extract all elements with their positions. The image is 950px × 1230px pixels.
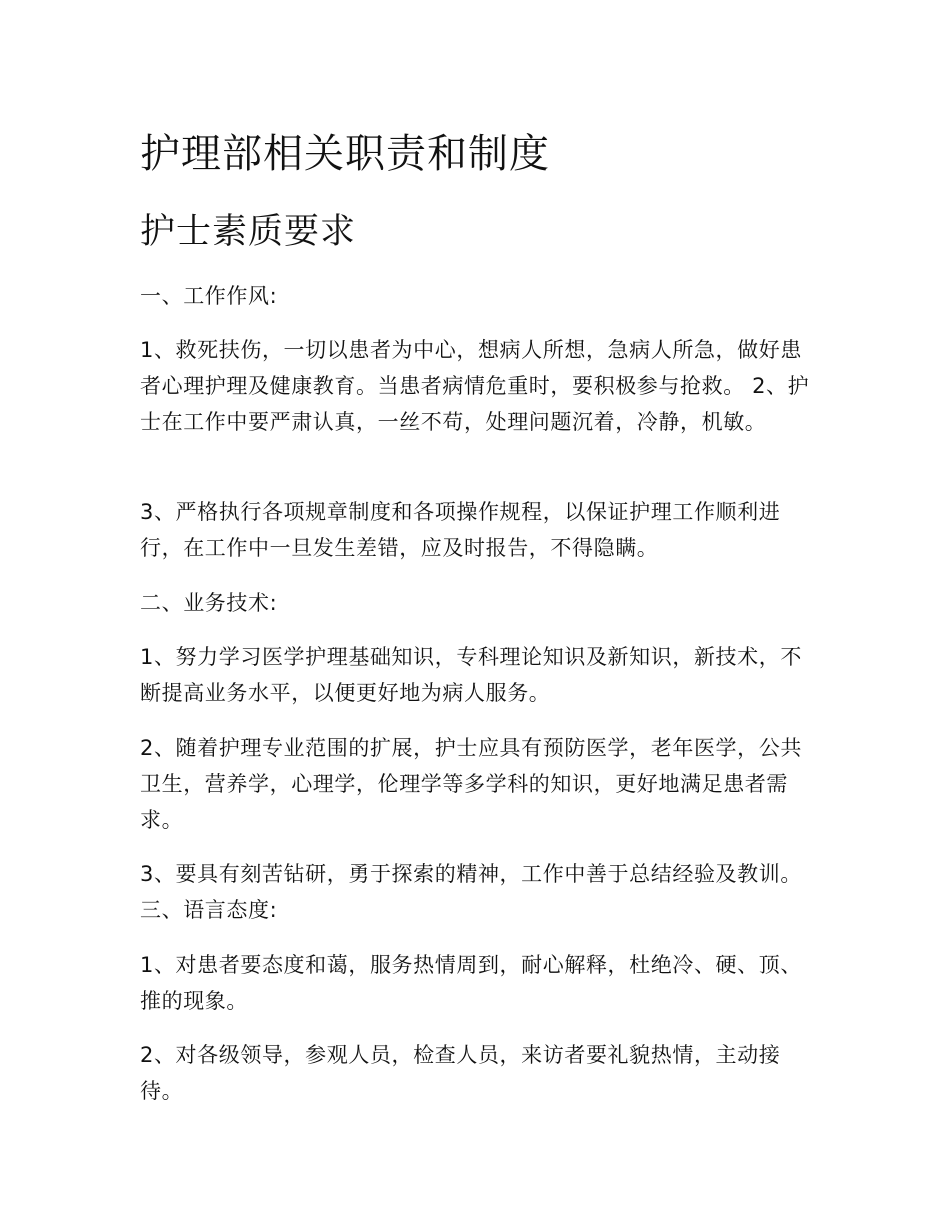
document-title: 护理部相关职责和制度	[140, 131, 550, 177]
paragraph: 2、对各级领导，参观人员，检查人员，来访者要礼貌热情，主动接待。	[140, 1043, 781, 1103]
section-title: 护士素质要求	[140, 212, 357, 252]
paragraph: 1、对患者要态度和蔼，服务热情周到，耐心解释，杜绝冷、硬、顶、推的现象。	[140, 953, 802, 1013]
heading-business-skills: 二、业务技术:	[140, 591, 278, 615]
paragraph: 2、随着护理专业范围的扩展，护士应具有预防医学，老年医学，公共卫生，营养学，心理学，伦理学等多学科的知识，更好地满足患者需求。	[140, 736, 802, 832]
paragraph: 3、严格执行各项规章制度和各项操作规程，以保证护理工作顺利进行，在工作中一旦发生差错，应及时报告，不得隐瞒。	[140, 500, 781, 560]
paragraph: 1、努力学习医学护理基础知识，专科理论知识及新知识，新技术，不断提高业务水平，以便更好地为病人服务。	[140, 645, 802, 705]
paragraph: 3、要具有刻苦钻研，勇于探索的精神，工作中善于总结经验及教训。 三、语言态度:	[140, 862, 802, 922]
paragraph: 1、救死扶伤，一切以患者为中心，想病人所想，急病人所急，做好患者心理护理及健康教育。当患者病情危重时，要积极参与抢救。 2、护士在工作中要严肃认真，一丝不苟，处理问题沉着，冷静，机敏。	[140, 338, 810, 434]
heading-work-style: 一、工作作风:	[140, 284, 278, 308]
